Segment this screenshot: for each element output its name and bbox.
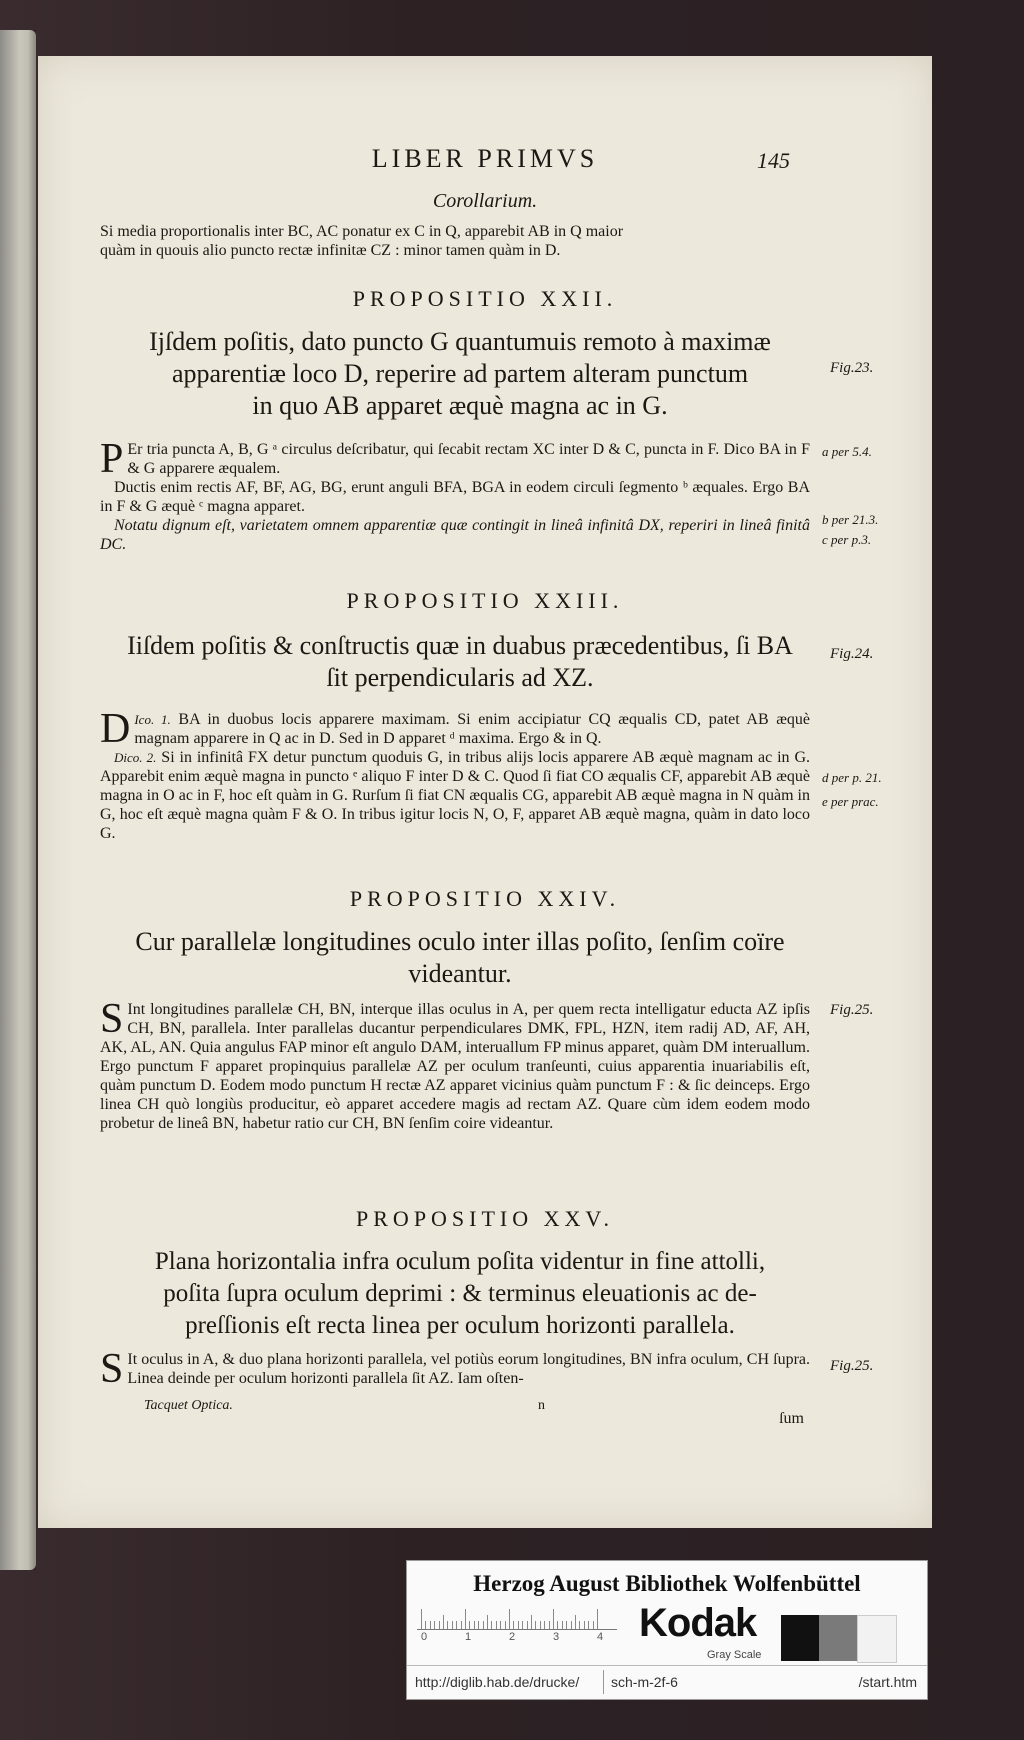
scale-tick (439, 1621, 440, 1629)
scale-tick (487, 1615, 488, 1629)
prop25-heading: PROPOSITIO XXV. (356, 1206, 614, 1231)
prop22-para-1: Er tria puncta A, B, G ᵃ circulus deſcribatur, qui ſecabit rectam XC inter D & C, puncta in F. Dico BA in F & G apparere æqualem. (127, 441, 810, 477)
prop22-margin-c: c per p.3. (822, 532, 872, 547)
prop22-dropcap: P (100, 436, 124, 482)
signature-mark: n (538, 1398, 545, 1413)
prop23-enunc-line-1: Iiſdem poſitis & conſtructis quæ in duabus præcedentibus, ſi BA (127, 631, 793, 660)
prop25-enunc-line-1: Plana horizontalia infra oculum poſita videntur in fine attolli, (154, 1248, 766, 1275)
prop23-heading: PROPOSITIO XXIII. (346, 588, 624, 613)
scale-num-4: 4 (597, 1631, 604, 1643)
scale-tick (540, 1621, 541, 1629)
scale-tick (531, 1615, 532, 1629)
catchword: ſum (779, 1410, 804, 1427)
scale-tick (452, 1621, 453, 1629)
scale-tick (491, 1621, 492, 1629)
scale-tick (575, 1615, 576, 1629)
scale-tick (430, 1621, 431, 1629)
scale-tick (588, 1621, 589, 1629)
scale-tick (584, 1621, 585, 1629)
gray-scale-label: Gray Scale (707, 1649, 762, 1661)
scale-tick (518, 1621, 519, 1629)
prop22-para-2: Ductis enim rectis AF, BF, AG, BG, erunt anguli BFA, BGA in eodem circuli ſegmento ᵇ æquales. Ergo BA in F & G æquè ᶜ magna apparet. (100, 479, 810, 515)
scale-tick (456, 1621, 457, 1629)
scale-tick (557, 1621, 558, 1629)
scale-tick (496, 1621, 497, 1629)
scale-tick (509, 1609, 510, 1629)
measurement-scale (417, 1607, 617, 1630)
scale-tick (549, 1621, 550, 1629)
prop22-note: Notatu dignum eſt, varietatem omnem apparentiæ quæ contingit in lineâ infinitâ DX, reperiri in lineâ finitâ DC. (100, 517, 810, 553)
prop22-fig-ref: Fig.23. (830, 360, 874, 376)
scale-tick (474, 1621, 475, 1629)
prop23-enunc-line-2: ſit perpendicularis ad XZ. (326, 663, 594, 692)
prop22-margin-b: b per 21.3. (822, 512, 879, 527)
scale-tick (513, 1621, 514, 1629)
prop23-proof (100, 706, 811, 843)
prop24-fig-ref: Fig.25. (830, 1002, 874, 1018)
url-row (407, 1665, 927, 1698)
prop23-enunciation (120, 630, 800, 694)
running-head: LIBER PRIMVS (371, 144, 599, 173)
scale-tick (434, 1621, 435, 1629)
prop24-heading: PROPOSITIO XXIV. (349, 886, 621, 911)
scale-tick (579, 1621, 580, 1629)
prop23-margin-e: e per prac. (822, 794, 879, 809)
prop22-enunc-line-2: apparentiæ loco D, reperire ad partem alteram punctum (171, 359, 749, 388)
calibration-card (406, 1560, 928, 1700)
scale-num-2: 2 (509, 1631, 516, 1643)
scale-tick (447, 1621, 448, 1629)
scale-tick (571, 1621, 572, 1629)
url-end: /start.htm (858, 1674, 917, 1690)
scale-tick (535, 1621, 536, 1629)
swatch-gray (819, 1615, 857, 1661)
prop25-enunc-line-3: preſſionis eſt recta linea per oculum horizonti parallela. (185, 1312, 735, 1339)
prop25-para-1: It oculus in A, & duo plana horizonti parallela, vel potiùs eorum longitudines, BN infra oculum, CH ſupra. Linea deinde per oculum horizonti parallela ſit AZ. Iam oſten- (127, 1351, 810, 1387)
prop23-para-2: Si in infinitâ FX detur punctum quoduis G, in tribus alijs locis apparere AB æquè magnam ac in G. Apparebit enim æquè magna in puncto ᵉ aliquo F inter D & C. Quod ſi fiat CO æqualis CF, apparebit AB æquè magna in O ac in F, hoc eſt quàm in G. Rurſum ſi fiat CN æqualis CG, apparebit AB æquè magna in N quàm in G, hoc eſt æquè magna quàm F & O. In tribus igitur locis N, O, F, apparet AB æquè magna, quàm in dato loco G. (100, 749, 810, 842)
prop23-label-2: Dico. 2. (114, 750, 157, 765)
prop24-enunciation (120, 926, 800, 990)
scale-tick (593, 1621, 594, 1629)
prop23-para-1: BA in duobus locis apparere maximam. Si enim accipiatur CQ æqualis CD, patet AB æquè magnam apparere in Q ac in D. Sed in D apparet ᵈ maxima. Ergo & in Q. (134, 711, 811, 747)
scale-tick (483, 1621, 484, 1629)
prop22-enunc-line-1: Ijſdem poſitis, dato puncto G quantumuis remoto à maximæ (149, 327, 771, 356)
scale-tick (544, 1621, 545, 1629)
scale-tick (566, 1621, 567, 1629)
scale-tick (505, 1621, 506, 1629)
prop22-proof (100, 436, 810, 554)
prop25-fig-ref: Fig.25. (830, 1358, 874, 1374)
scale-tick (469, 1621, 470, 1629)
prop23-margin-d: d per p. 21. (822, 770, 882, 785)
kodak-logo: Kodak (639, 1601, 757, 1645)
scale-num-1: 1 (465, 1631, 472, 1643)
url-id: sch-m-2f-6 (611, 1674, 678, 1690)
corollary-line-1: Si media proportionalis inter BC, AC ponatur ex C in Q, apparebit AB in Q maior (100, 223, 624, 240)
prop23-dropcap: D (100, 706, 131, 752)
prop24-proof (100, 996, 810, 1133)
prop22-heading: PROPOSITIO XXII. (352, 286, 618, 311)
facing-page-edge (0, 30, 36, 1570)
corollary-line-2: quàm in quouis alio puncto rectæ infinitæ CZ : minor tamen quàm in D. (100, 242, 561, 259)
scale-tick (562, 1621, 563, 1629)
scale-num-0: 0 (421, 1631, 428, 1643)
swatch-white (857, 1615, 897, 1663)
prop24-dropcap: S (100, 996, 124, 1042)
prop23-label-1: Ico. 1. (134, 712, 171, 727)
prop24-enunc-line-2: videantur. (408, 959, 512, 988)
corollary-text (100, 222, 810, 260)
prop24-para-1: Int longitudines parallelæ CH, BN, interque illas oculus in A, per quem recta intelligatur educta AZ ipſis CH, BN, parallela. Inter parallelas ducantur perpendiculares DMK, FPL, HZN, item radij AD, AF, AH, AK, AL, AN. Quia angulus FAP minor eſt angulo DAM, interuallum FP minus apparet, quàm DM interuallum. Ergo punctum F apparet propinquius parallelæ AZ per oculum tranſeunti, cuius apparentia inuariabilis eſt, quàm punctum D. Eodem modo punctum H rectæ AZ apparet vicinius quàm punctum F : & ſic deinceps. Ergo linea CH quò longiùs producitur, eò apparet accedere magis ad rectam AZ. Quare cùm idem eodem modo probetur de lineâ BN, habetur ratio cur CH, BN ſenſim coire videantur. (100, 1001, 810, 1132)
swatch-black (781, 1615, 819, 1661)
prop25-enunciation (120, 1246, 800, 1342)
prop22-enunc-line-3: in quo AB apparet æquè magna ac in G. (252, 391, 668, 420)
scale-tick (553, 1609, 554, 1629)
scale-tick (425, 1621, 426, 1629)
library-name: Herzog August Bibliothek Wolfenbüttel (473, 1571, 861, 1596)
scale-tick (522, 1621, 523, 1629)
scale-tick (597, 1609, 598, 1629)
corollary-title: Corollarium. (432, 190, 538, 212)
scale-tick (461, 1621, 462, 1629)
page-number: 145 (757, 148, 790, 173)
scale-tick (443, 1615, 444, 1629)
footer-author: Tacquet Optica. (144, 1398, 233, 1413)
scale-num-3: 3 (553, 1631, 560, 1643)
url-base: http://diglib.hab.de/drucke/ (415, 1674, 580, 1690)
prop24-enunc-line-1: Cur parallelæ longitudines oculo inter illas poſito, ſenſim coïre (135, 927, 785, 956)
scale-tick (421, 1609, 422, 1629)
scale-tick (465, 1609, 466, 1629)
scale-tick (478, 1621, 479, 1629)
url-separator (603, 1670, 604, 1694)
prop25-proof (100, 1346, 810, 1392)
book-page (38, 56, 932, 1528)
prop23-fig-ref: Fig.24. (830, 646, 874, 662)
scale-tick (527, 1621, 528, 1629)
prop22-margin-a: a per 5.4. (822, 444, 872, 459)
prop25-enunc-line-2: poſita ſupra oculum deprimi : & terminus eleuationis ac de- (163, 1280, 757, 1307)
scale-tick (500, 1621, 501, 1629)
prop25-dropcap: S (100, 1346, 124, 1392)
prop22-enunciation (120, 326, 800, 422)
